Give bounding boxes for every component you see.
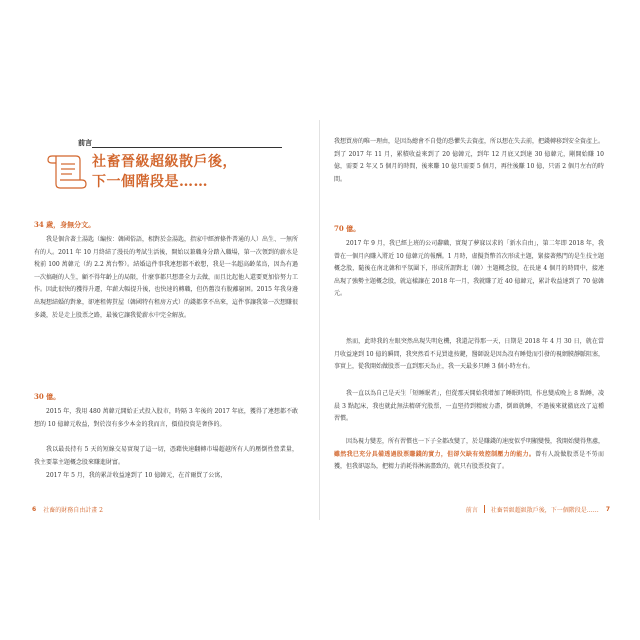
paragraph-intro: 我是個含著土湯匙（編按：韓國俗語，相對於金湯匙，指家中經濟條件普通的人）出生、一無所有的人。2011 年 10 月終結了漫長的考試生活後，開始以兼職身分踏入職場，第一次領到的薪水是稅前 100 萬韓元（約 2.2 萬台幣）。結婚這件事我連想都不敢想，我是一名超高齡菜鳥，因為有過一次搞砸的人生，顧不得年齡上的局限，什麼事都只想盡全力去做，而且比起他人還要更加倍努力工作。因此很快的獲得升遷，年薪大幅提升後，也快速的轉職，但仍舊沒有脫離窮困。2015 年我身邊出現想結婚的對象，卻連租傳貰屋（韓國特有租房方式）的錢都拿不出來，這件事讓我第一次想賺很多錢，於是走上股票之路，最後它讓我從薪水中完全解放。 [34,236,299,319]
section-heading-70: 70 億。 [334,224,361,233]
left-footer [28,502,106,516]
paragraph-short-sleeper: 我一直以為自己是天生「短睡眠者」，但從那天開始我增加了睡眠時間，作息變成晚上 8 點睡，凌晨 3 點起床，我也就此無法精研究股票，一直堅持到精疲力盡，倒頭就睡，不過後來就徹底改了這種習慣。 [334,390,604,423]
paragraph-2017-sep: 2017 年 9 月，我已經上班的公司辭職，實現了夢寐以求的「新水自由」，第二年即 2018 年，我曾在一個月內賺入將近 10 億韓元的報酬。1 月時，虛擬貨幣首次形成主題，緊接著熱門的是生技主題概念股，隨後在南北韓和平氛圍下，形成所謂對北（韓）主題概念股，在長達 4 個月的時間中，接連出現了強勢主題概念股，就這樣讓在 2018 年一月，我就賺了近 40 億韓元，累計收益達到了 70 億韓元。 [334,240,604,298]
vision-change-text: 因為視力變差，所有習慣也一下子全都改變了，於是賺錢的速度似乎明顯變慢，我開始變得焦慮， [346,438,605,445]
section-heading-30: 30 億。 [34,392,61,401]
book-title-footer: 社畜的財務自由計畫 2 [43,506,103,514]
chapter-title-line2: 下一個階段是…… [92,174,208,190]
paragraph-eye-crisis: 然而，此時我的左眼突然出現失明危機，我還記得那一天，日期是 2018 年 4 月 30 日，就在當月收益達到 10 億的瞬間，我突然看不見買進按鍵，醫師說是因為沒有睡覺而引發的視網膜靜脈阻塞，事實上，從我開始做股票一直到那天為止，我一天最多只睡 3 個小時左右。 [334,338,604,371]
right-page [320,120,622,520]
preface-label: 前言 [78,138,92,147]
left-page [18,120,321,520]
footer-separator [484,505,485,513]
highlighted-quote: 雖然我已充分具備透過股票賺錢的實力，但卻欠缺有效控制壓力的能力。 [334,450,536,458]
paragraph-2017-may: 2017 年 5 月，我的累計收益達到了 10 億韓元，在首爾買了公寓， [46,472,227,479]
scroll-document-icon [44,150,88,190]
paragraph-short-trading: 我以最長持有 5 天的短線交易實現了這一切，憑藉快速翻轉市場超越所有人的壓倒性營業量，我主要靠主題概念股來賺進財富。 [34,446,298,466]
title-rule [92,147,282,148]
paragraph-2015: 2015 年，我用 480 萬韓元開始正式投入股市，時隔 3 年後的 2017 年底，獲得了連想都不敢想的 10 億韓元收益，對於沒有多少本金的我而言，價值投資是奢侈的。 [34,408,298,428]
footer-preface-label: 前言 [465,506,478,514]
page-number-right: 7 [605,505,610,513]
footer-chapter-title: 社畜晉級超級散戶後，下一個階段是…… [490,506,599,514]
chapter-title-line1: 社畜晉級超級散戶後， [92,154,237,170]
chapter-title [92,152,237,192]
paragraph-vision-change [334,436,604,474]
section-heading-34: 34 歲，身無分文。 [34,220,96,229]
paragraph-continued: 我想買房的唯一理由，是因為總會不自覺的恐懼失去資產，所以想在失去前，把錢轉移到安全資產上。到了 2017 年 11 月，累積收益來到了 20 億韓元，到年 12 月底又到達 30 億韓元，剛開始賺 10 億，需要 2 年又 5 個月的時間，後來賺 10 億只需要 5 個月，再往後賺 10 億，只需 2 個月左右的時間。 [334,138,605,183]
page-number-left: 6 [32,505,37,513]
book-spread [18,120,622,520]
right-footer [463,502,614,516]
vision-change-text-end: 曾有人說做股票是不勞而獲，但我卻認為，把精力消耗得淋漓盡致的，就只有股票投資了。 [334,450,604,471]
